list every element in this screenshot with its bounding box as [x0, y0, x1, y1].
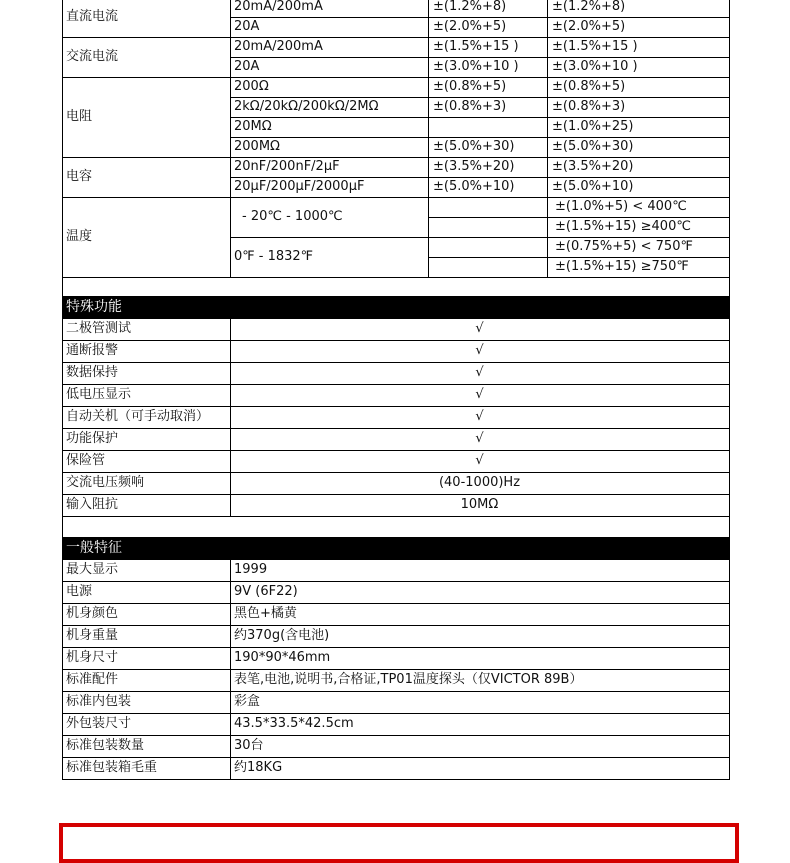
feature-label: 保险管	[66, 453, 106, 468]
accuracy-cell: ±(5.0%+30)	[552, 139, 634, 154]
grid-line	[62, 603, 730, 604]
grid-line	[230, 117, 730, 118]
temperature-accuracy-cell: ±(1.5%+15) ≥400℃	[555, 219, 691, 234]
spec-value: 约370g(含电池)	[234, 628, 330, 643]
feature-value: √	[475, 343, 484, 358]
feature-label: 输入阻抗	[66, 497, 119, 512]
feature-value: √	[475, 453, 484, 468]
function-label: 电容	[66, 169, 93, 184]
function-label: 电阻	[66, 109, 93, 124]
grid-line	[729, 318, 730, 517]
function-label: 直流电流	[66, 9, 119, 24]
grid-line	[62, 277, 63, 296]
grid-line	[729, 559, 730, 780]
feature-value: √	[475, 431, 484, 446]
accuracy-cell: ±(5.0%+30)	[433, 139, 515, 154]
spec-label: 电源	[66, 584, 93, 599]
feature-label: 低电压显示	[66, 387, 132, 402]
spec-label: 机身颜色	[66, 606, 119, 621]
spec-value: 表笔,电池,说明书,合格证,TP01温度探头（仅VICTOR 89B）	[234, 672, 583, 687]
temperature-accuracy-cell: ±(1.0%+5) < 400℃	[555, 199, 687, 214]
spec-value: 43.5*33.5*42.5cm	[234, 716, 354, 731]
accuracy-cell: ±(0.8%+3)	[552, 99, 626, 114]
spec-label: 机身重量	[66, 628, 119, 643]
grid-line	[62, 559, 63, 780]
grid-line	[62, 713, 730, 714]
spec-value: 1999	[234, 562, 268, 577]
spec-label: 最大显示	[66, 562, 119, 577]
temperature-range-cell: - 20℃ - 1000℃	[242, 209, 343, 224]
range-cell: 20mA/200mA	[234, 39, 323, 54]
grid-line	[729, 277, 730, 296]
accuracy-cell: ±(3.0%+10 )	[552, 59, 638, 74]
grid-line	[62, 77, 730, 78]
feature-label: 交流电压频响	[66, 475, 145, 490]
accuracy-cell: ±(1.2%+8)	[552, 0, 626, 14]
temperature-accuracy-cell: ±(0.75%+5) < 750℉	[555, 239, 693, 254]
section-header-general: 一般特征	[62, 537, 730, 559]
grid-line	[230, 559, 231, 780]
grid-line	[729, 0, 730, 278]
spec-value: 30台	[234, 738, 264, 753]
grid-line	[62, 0, 63, 278]
function-label: 交流电流	[66, 49, 119, 64]
grid-line	[230, 318, 231, 517]
accuracy-cell: ±(1.5%+15 )	[433, 39, 519, 54]
range-cell: 200MΩ	[234, 139, 280, 154]
spec-value: 约18KG	[234, 760, 283, 775]
accuracy-cell: ±(2.0%+5)	[433, 19, 507, 34]
accuracy-cell: ±(0.8%+5)	[552, 79, 626, 94]
accuracy-cell: ±(2.0%+5)	[552, 19, 626, 34]
temperature-range-cell: 0℉ - 1832℉	[234, 249, 314, 264]
accuracy-cell: ±(1.2%+8)	[433, 0, 507, 14]
accuracy-cell: ±(3.5%+20)	[433, 159, 515, 174]
range-cell: 20mA/200mA	[234, 0, 323, 14]
feature-value: √	[475, 365, 484, 380]
feature-value: 10MΩ	[460, 497, 499, 512]
grid-line	[62, 691, 730, 692]
temperature-accuracy-cell: ±(1.5%+15) ≥750℉	[555, 259, 689, 274]
spec-value: 黑色+橘黄	[234, 606, 297, 621]
grid-line	[547, 197, 548, 278]
grid-line	[729, 516, 730, 537]
feature-label: 二极管测试	[66, 321, 132, 336]
grid-line	[62, 559, 730, 560]
grid-line	[62, 516, 730, 517]
grid-line	[428, 0, 429, 197]
promo-frame	[59, 823, 739, 863]
range-cell: 20μF/200μF/2000μF	[234, 179, 365, 194]
feature-value: √	[475, 321, 484, 336]
range-cell: 20A	[234, 19, 260, 34]
function-label: 温度	[66, 229, 93, 244]
feature-value: √	[475, 409, 484, 424]
range-cell: 2kΩ/20kΩ/200kΩ/2MΩ	[234, 99, 379, 114]
grid-line	[62, 757, 730, 758]
feature-value: √	[475, 387, 484, 402]
range-cell: 20A	[234, 59, 260, 74]
spec-label: 外包装尺寸	[66, 716, 132, 731]
accuracy-cell: ±(3.0%+10 )	[433, 59, 519, 74]
accuracy-cell: ±(0.8%+5)	[433, 79, 507, 94]
grid-line	[62, 581, 730, 582]
accuracy-cell: ±(5.0%+10)	[433, 179, 515, 194]
grid-line	[428, 197, 429, 278]
accuracy-cell: ±(1.0%+25)	[552, 119, 634, 134]
grid-line	[62, 779, 730, 780]
section-header-special: 特殊功能	[62, 296, 730, 318]
grid-line	[62, 647, 730, 648]
spec-value: 190*90*46mm	[234, 650, 331, 665]
feature-label: 功能保护	[66, 431, 119, 446]
accuracy-cell: ±(3.5%+20)	[552, 159, 634, 174]
grid-line	[62, 735, 730, 736]
grid-line	[62, 625, 730, 626]
range-cell: 20nF/200nF/2μF	[234, 159, 340, 174]
grid-line	[547, 0, 548, 197]
grid-line	[62, 277, 730, 278]
grid-line	[230, 0, 231, 278]
spec-label: 标准内包装	[66, 694, 132, 709]
feature-label: 数据保持	[66, 365, 119, 380]
accuracy-cell: ±(1.5%+15 )	[552, 39, 638, 54]
range-cell: 20MΩ	[234, 119, 272, 134]
spec-value: 彩盒	[234, 694, 261, 709]
spec-label: 标准包装箱毛重	[66, 760, 158, 775]
feature-label: 通断报警	[66, 343, 119, 358]
grid-line	[62, 318, 63, 517]
grid-line	[62, 516, 63, 537]
feature-value: (40-1000)Hz	[438, 475, 521, 490]
accuracy-cell: ±(5.0%+10)	[552, 179, 634, 194]
spec-value: 9V (6F22)	[234, 584, 298, 599]
accuracy-cell: ±(0.8%+3)	[433, 99, 507, 114]
spec-label: 机身尺寸	[66, 650, 119, 665]
range-cell: 200Ω	[234, 79, 269, 94]
spec-label: 标准配件	[66, 672, 119, 687]
feature-label: 自动关机（可手动取消）	[66, 409, 210, 424]
spec-label: 标准包装数量	[66, 738, 145, 753]
